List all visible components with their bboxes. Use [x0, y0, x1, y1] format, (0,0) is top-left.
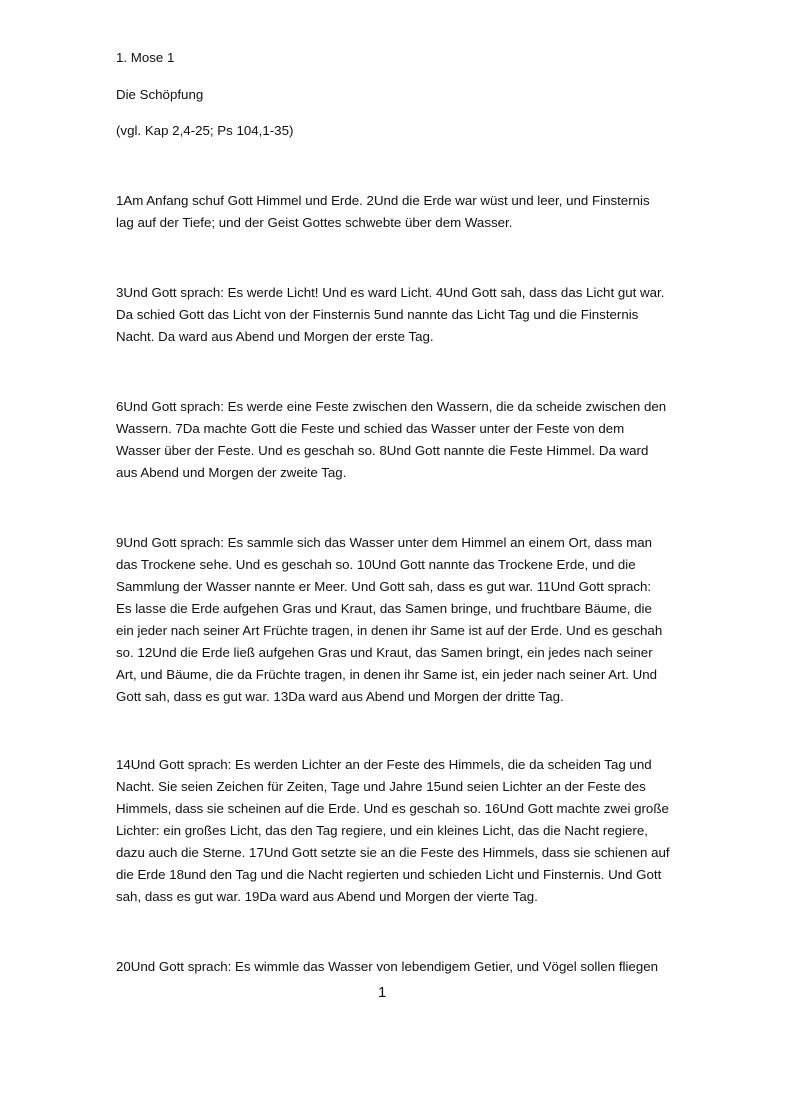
paragraph-4-line-7: Art, und Bäume, die da Früchte tragen, in denen ihr Same ist, ein jeder nach seiner Art. Und: [116, 667, 658, 682]
paragraph-4-line-6: so. 12Und die Erde ließ aufgehen Gras und Kraut, das Samen bringt, ein jedes nach seiner: [116, 645, 653, 660]
page-number: 1: [378, 984, 387, 1001]
paragraph-1-line-1: 1Am Anfang schuf Gott Himmel und Erde. 2Und die Erde war wüst und leer, und Finsternis: [116, 193, 650, 208]
paragraph-5-line-6: die Erde 18und den Tag und die Nacht regierten und schieden Licht und Finsternis. Und Gott: [116, 867, 662, 882]
paragraph-5-line-5: dazu auch die Sterne. 17Und Gott setzte sie an die Feste des Himmels, dass sie schienen auf: [116, 845, 670, 860]
paragraph-4-line-2: das Trockene sehe. Und es geschah so. 10Und Gott nannte das Trockene Erde, und die: [116, 557, 636, 572]
paragraph-4-line-4: Es lasse die Erde aufgehen Gras und Kraut, das Samen bringe, und fruchtbare Bäume, die: [116, 601, 652, 616]
paragraph-5-line-4: Lichter: ein großes Licht, das den Tag regiere, und ein kleines Licht, das die Nacht regiere,: [116, 823, 648, 838]
paragraph-6-line-1: 20Und Gott sprach: Es wimmle das Wasser von lebendigem Getier, und Vögel sollen fliegen: [116, 959, 659, 974]
paragraph-3-line-4: aus Abend und Morgen der zweite Tag.: [116, 465, 347, 480]
paragraph-3-line-3: Wasser über der Feste. Und es geschah so. 8Und Gott nannte die Feste Himmel. Da ward: [116, 443, 649, 458]
paragraph-3-line-1: 6Und Gott sprach: Es werde eine Feste zwischen den Wassern, die da scheide zwischen den: [116, 399, 667, 414]
chapter-heading: 1. Mose 1: [116, 50, 175, 65]
paragraph-5-line-7: sah, dass es gut war. 19Da ward aus Abend und Morgen der vierte Tag.: [116, 889, 538, 904]
paragraph-5-line-1: 14Und Gott sprach: Es werden Lichter an der Feste des Himmels, die da scheiden Tag und: [116, 757, 652, 772]
cross-reference: (vgl. Kap 2,4-25; Ps 104,1-35): [116, 123, 294, 138]
paragraph-5-line-3: Himmels, dass sie scheinen auf die Erde. Und es geschah so. 16Und Gott machte zwei große: [116, 801, 669, 816]
paragraph-2-line-2: Da schied Gott das Licht von der Finsternis 5und nannte das Licht Tag und die Finsternis: [116, 307, 639, 322]
paragraph-5-line-2: Nacht. Sie seien Zeichen für Zeiten, Tage und Jahre 15und seien Lichter an der Feste des: [116, 779, 646, 794]
paragraph-2-line-1: 3Und Gott sprach: Es werde Licht! Und es ward Licht. 4Und Gott sah, dass das Licht gut war.: [116, 285, 665, 300]
paragraph-1-line-2: lag auf der Tiefe; und der Geist Gottes schwebte über dem Wasser.: [116, 215, 513, 230]
paragraph-4-line-3: Sammlung der Wasser nannte er Meer. Und Gott sah, dass es gut war. 11Und Gott sprach:: [116, 579, 652, 594]
paragraph-4-line-1: 9Und Gott sprach: Es sammle sich das Wasser unter dem Himmel an einem Ort, dass man: [116, 535, 653, 550]
paragraph-2-line-3: Nacht. Da ward aus Abend und Morgen der erste Tag.: [116, 329, 434, 344]
paragraph-4-line-5: ein jeder nach seiner Art Früchte tragen, in denen ihr Same ist auf der Erde. Und es geschah: [116, 623, 663, 638]
section-title: Die Schöpfung: [116, 87, 204, 102]
paragraph-4-line-8: Gott sah, dass es gut war. 13Da ward aus Abend und Morgen der dritte Tag.: [116, 689, 564, 704]
paragraph-3-line-2: Wassern. 7Da machte Gott die Feste und schied das Wasser unter der Feste von dem: [116, 421, 625, 436]
